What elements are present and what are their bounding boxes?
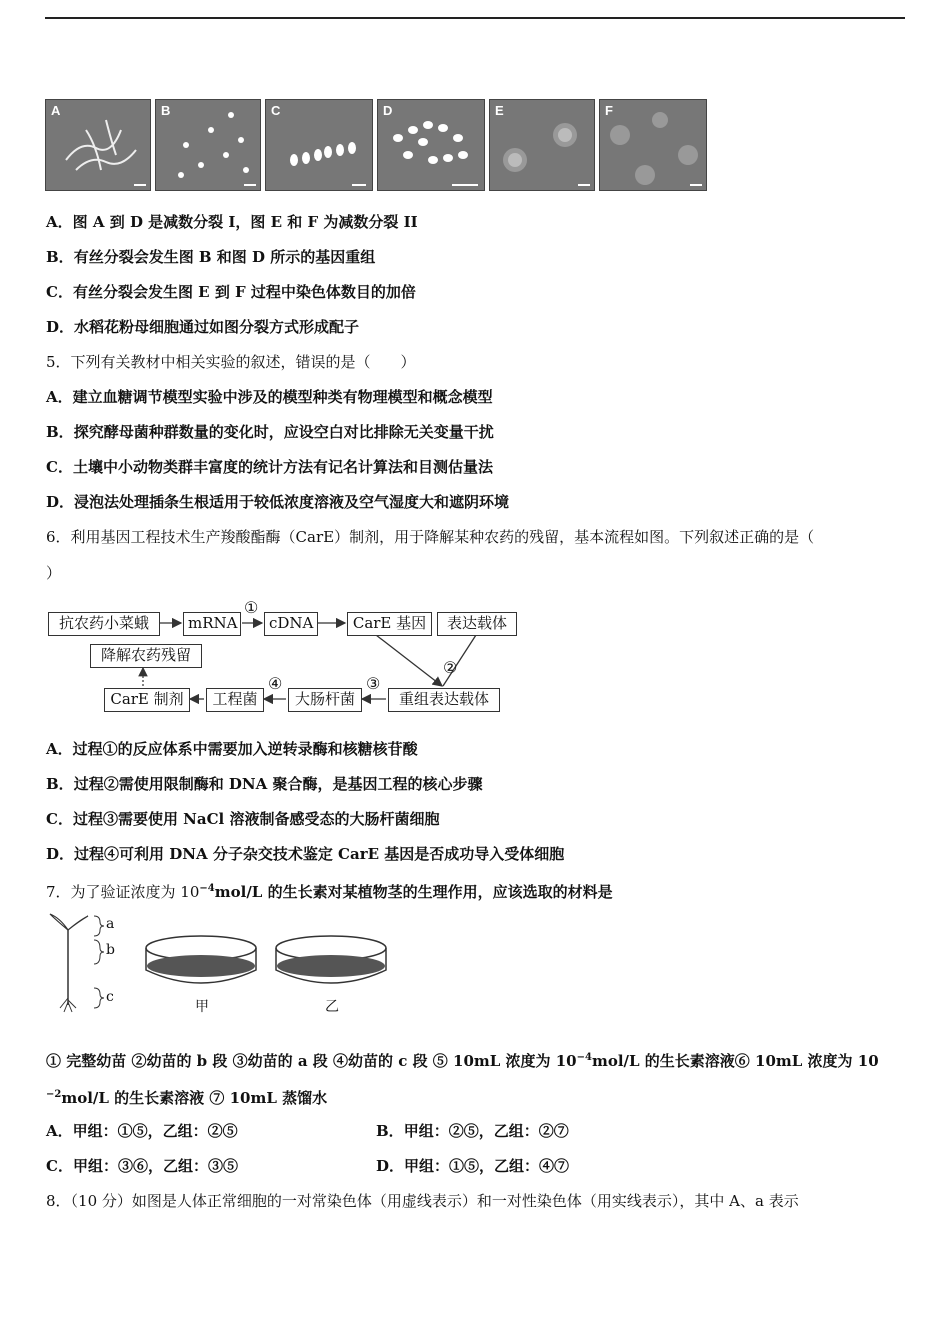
panel-b [155,99,261,191]
panel-label: A [51,103,61,118]
label-c: c [106,989,114,1005]
header-rule [45,17,905,19]
q6-option-a: A．过程①的反应体系中需要加入逆转录酶和核糖核苷酸 [46,740,418,758]
panel-c [265,99,373,191]
label-dish-yi: 乙 [325,999,339,1015]
panel-label: E [495,103,504,118]
q5-option-c: C．土壤中小动物类群丰富度的统计方法有记名计算法和目测估量法 [46,458,493,476]
flow-box-recombinant-vector: 重组表达载体 [388,688,500,712]
flow-step-3: ③ [366,674,381,693]
panel-d [377,99,485,191]
panel-label: F [605,103,613,118]
label-b: b [106,942,115,958]
panel-e [489,99,595,191]
q6-option-c: C．过程③需要使用 NaCl 溶液制备感受态的大肠杆菌细胞 [46,810,440,828]
q8-stem: 8．（10 分）如图是人体正常细胞的一对常染色体（用虚线表示）和一对性染色体（用实线表示），其中 A、a 表示 [46,1192,799,1210]
label-dish-jia: 甲 [195,999,209,1015]
q7-figure [46,910,396,1020]
flow-step-1: ① [244,598,259,617]
flow-step-2: ② [443,658,458,677]
panel-e-image [490,100,595,191]
panel-a [45,99,151,191]
q6-option-d: D．过程④可利用 DNA 分子杂交技术鉴定 CarE 基因是否成功导入受体细胞 [46,845,565,863]
q7-materials-line1: ① 完整幼苗 ②幼苗的 b 段 ③幼苗的 a 段 ④幼苗的 c 段 ⑤ 10mL 浓度为 $10^{-4}mol/L$ 的生长素溶液⑥ 10mL 浓度为 10 [46,1052,879,1070]
panel-f-image [600,100,707,191]
panel-a-image [46,100,151,191]
q6-stem-end: ） [46,564,62,582]
flow-box-expression-vector: 表达载体 [437,612,517,636]
flow-box-care-preparation: CarE 制剂 [104,688,190,712]
q7-option-d: D．甲组：①⑤，乙组：④⑦ [376,1157,570,1175]
flow-box-e-coli: 大肠杆菌 [288,688,362,712]
panel-b-image [156,100,261,191]
q5-option-b: B．探究酵母菌种群数量的变化时，应设空白对比排除无关变量干扰 [46,423,494,441]
panel-d-image [378,100,485,191]
label-a: a [106,916,115,932]
flow-box-degrade-residue: 降解农药残留 [90,644,202,668]
flow-box-care-gene: CarE 基因 [347,612,432,636]
q7-option-c: C．甲组：③⑥，乙组：③⑤ [46,1157,238,1175]
q4-option-c: C．有丝分裂会发生图 E 到 F 过程中染色体数目的加倍 [46,283,416,301]
panel-label: B [161,103,171,118]
q7-option-b: B．甲组：②⑤，乙组：②⑦ [376,1122,569,1140]
flow-box-engineered-bacteria: 工程菌 [206,688,264,712]
q6-stem: 6．利用基因工程技术生产羧酸酯酶（CarE）制剂，用于降解某种农药的残留，基本流程如图。下列叙述正确的是（ [46,528,815,546]
panel-label: D [383,103,393,118]
q4-option-a: A．图 A 到 D 是减数分裂 I，图 E 和 F 为减数分裂 II [46,213,418,231]
q7-option-a: A．甲组：①⑤，乙组：②⑤ [46,1122,238,1140]
panel-f [599,99,707,191]
q7-figure-drawing [46,910,396,1020]
q6-flowchart [46,598,526,718]
q4-option-b: B．有丝分裂会发生图 B 和图 D 所示的基因重组 [46,248,376,266]
q7-materials-line2: $^{-2}$mol/L 的生长素溶液 ⑦ 10mL 蒸馏水 [46,1089,328,1107]
flow-step-4: ④ [268,674,283,693]
q5-option-d: D．浸泡法处理插条生根适用于较低浓度溶液及空气湿度大和遮阴环境 [46,493,510,511]
q6-option-b: B．过程②需使用限制酶和 DNA 聚合酶，是基因工程的核心步骤 [46,775,483,793]
q7-stem: 7．为了验证浓度为 $10^{-4}mol/L$ 的生长素对某植物茎的生理作用，应该选取的材料是 [46,883,613,901]
panel-label: C [271,103,281,118]
flow-box-cdna: cDNA [264,612,318,636]
flow-box-diamondback-moth: 抗农药小菜蛾 [48,612,160,636]
panel-c-image [266,100,373,191]
flow-box-mrna: mRNA [183,612,241,636]
q5-stem: 5．下列有关教材中相关实验的叙述，错误的是（ ） [46,353,416,371]
q5-option-a: A．建立血糖调节模型实验中涉及的模型种类有物理模型和概念模型 [46,388,493,406]
q4-option-d: D．水稻花粉母细胞通过如图分裂方式形成配子 [46,318,360,336]
